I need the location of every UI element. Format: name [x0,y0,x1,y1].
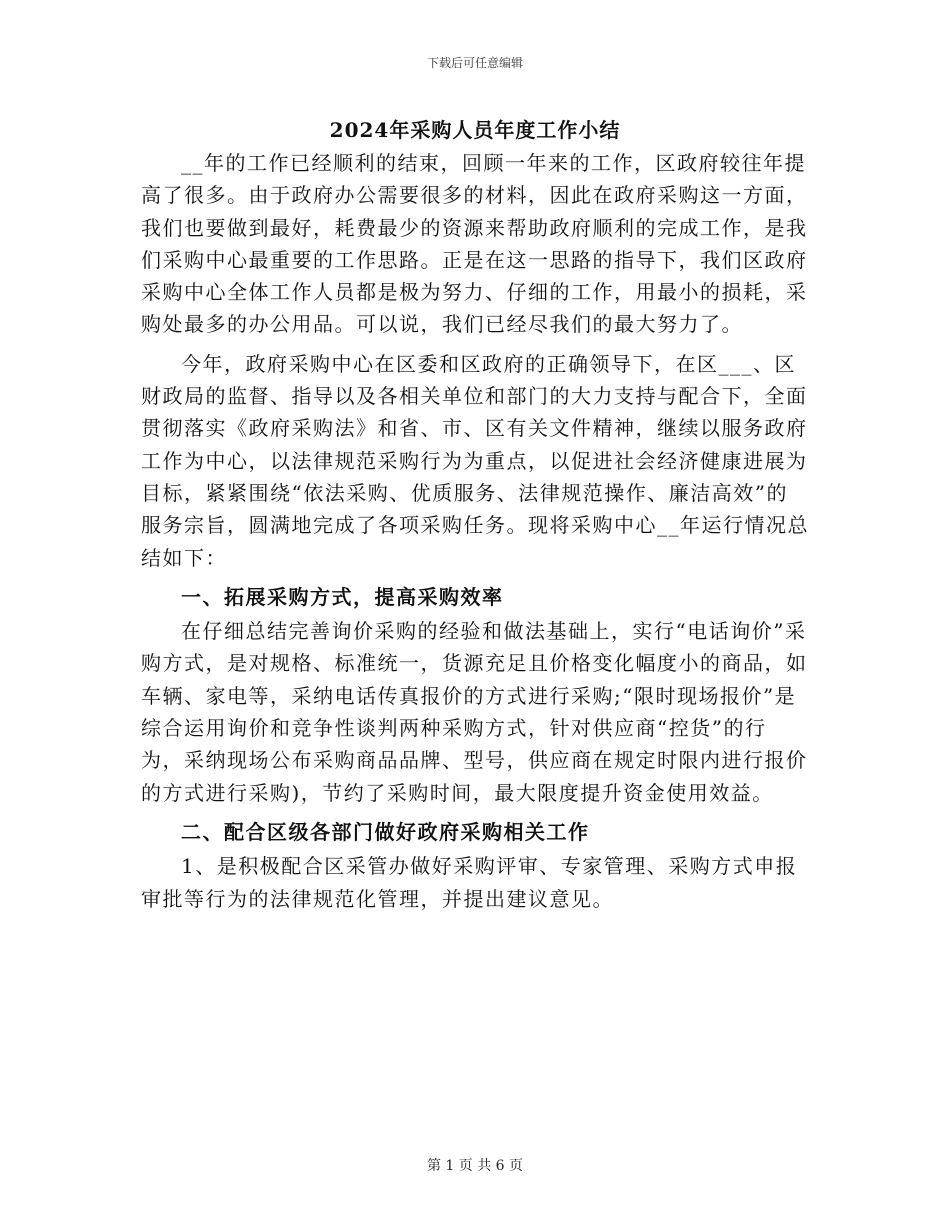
paragraph-intro: __年的工作已经顺利的结束，回顾一年来的工作，区政府较往年提高了很多。由于政府办公需要很多的材料，因此在政府采购这一方面，我们也要做到最好，耗费最少的资源来帮助政府顺利的完成工作，是我们采购中心最重要的工作思路。正是在这一思路的指导下，我们区政府采购中心全体工作人员都是极为努力、仔细的工作，用最小的损耗，采购处最多的办公用品。可以说，我们已经尽我们的最大努力了。 [141,151,808,337]
document-body [141,147,809,915]
page-number-footer: 第 1 页 共 6 页 [426,1158,524,1174]
section-heading-2: 二、配合区级各部门做好政府采购相关工作 [181,819,590,844]
header-note: 下载后可任意编辑 [426,56,523,70]
paragraph-section-2-item-1: 1、是积极配合区采管办做好采购评审、专家管理、采购方式申报审批等行为的法律规范化管理，并提出建议意见。 [141,854,798,911]
document-title: 2024年采购人员年度工作小结 [329,118,621,142]
section-heading-1: 一、拓展采购方式，提高采购效率 [181,584,504,609]
paragraph-section-1: 在仔细总结完善询价采购的经验和做法基础上，实行“电话询价”采购方式，是对规格、标准统一，货源充足且价格变化幅度小的商品，如车辆、家电等，采纳电话传真报价的方式进行采购;“限时现场报价”是综合运用询价和竞争性谈判两种采购方式，针对供应商“控货”的行为，采纳现场公布采购商品品牌、型号，供应商在规定时限内进行报价的方式进行采购)，节约了采购时间，最大限度提升资金使用效益。 [141,619,808,805]
paragraph-overview: 今年，政府采购中心在区委和区政府的正确领导下，在区___、区财政局的监督、指导以及各相关单位和部门的大力支持与配合下，全面贯彻落实《政府采购法》和省、市、区有关文件精神，继续以服务政府工作为中心，以法律规范采购行为为重点，以促进社会经济健康进展为目标，紧紧围绕“依法采购、优质服务、法律规范操作、廉洁高效”的服务宗旨，圆满地完成了各项采购任务。现将采购中心__年运行情况总结如下： [141,351,809,570]
